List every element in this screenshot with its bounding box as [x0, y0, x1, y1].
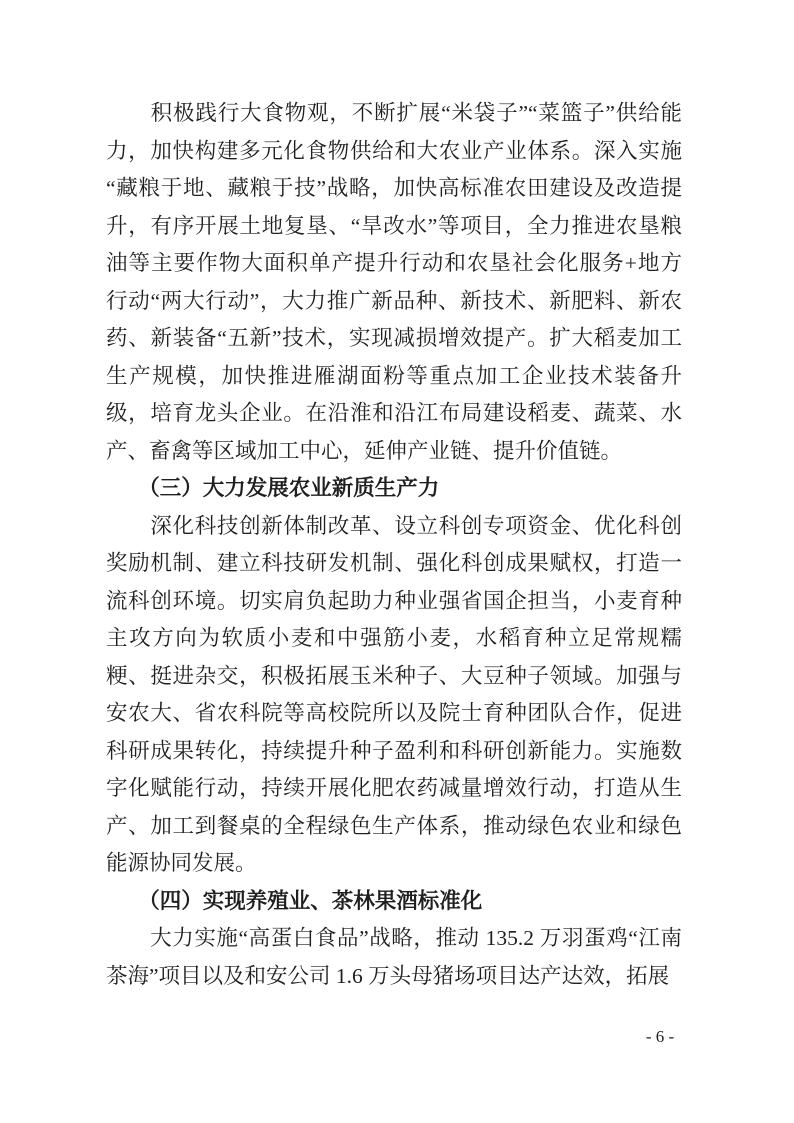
text-line: 大力实施“高蛋白食品”战略，推动 135.2 万羽蛋鸡“江南 [106, 926, 682, 950]
section-heading [106, 883, 682, 921]
text-line: 字化赋能行动，持续开展化肥农药减量增效行动，打造从生 [106, 776, 682, 800]
text-line: “藏粮于地、藏粮于技”战略，加快高标准农田建设及改造提 [106, 176, 682, 200]
paragraph [106, 920, 682, 995]
text-line: 安农大、省农科院等高校院所以及院士育种团队合作，促进 [106, 701, 682, 725]
text-line: 生产规模，加快推进雁湖面粉等重点加工企业技术装备升 [106, 363, 682, 388]
text-line: 油等主要作物大面积单产提升行动和农垦社会化服务+地方 [106, 251, 682, 275]
document-body [106, 95, 682, 995]
heading-line: （四）实现养殖业、茶林果酒标准化 [106, 888, 483, 913]
text-line: 奖励机制、建立科技研发机制、强化科创成果赋权，打造一 [106, 551, 682, 575]
text-line: 级，培育龙头企业。在沿淮和沿江布局建设稻麦、蔬菜、水 [106, 401, 682, 425]
text-line: 升，有序开展土地复垦、“旱改水”等项目，全力推进农垦粮 [106, 213, 682, 238]
text-line: 粳、挺进杂交，积极拓展玉米种子、大豆种子领域。加强与 [106, 663, 682, 688]
text-line: 能源协同发展。 [106, 851, 257, 875]
text-line: 科研成果转化，持续提升种子盈利和科研创新能力。实施数 [106, 738, 682, 763]
text-line: 产、畜禽等区域加工中心，延伸产业链、提升价值链。 [106, 438, 623, 463]
text-line: 药、新装备“五新”技术，实现减损增效提产。扩大稻麦加工 [106, 326, 682, 350]
heading-line: （三）大力发展农业新质生产力 [106, 476, 440, 500]
text-line: 茶海”项目以及和安公司 1.6 万头母猪场项目达产达效，拓展 [106, 963, 670, 988]
text-line: 产、加工到餐桌的全程绿色生产体系，推动绿色农业和绿色 [106, 813, 682, 838]
text-line: 力，加快构建多元化食物供给和大农业产业体系。深入实施 [106, 138, 682, 163]
paragraph [106, 95, 682, 470]
section-heading [106, 470, 682, 508]
text-line: 主攻方向为软质小麦和中强筋小麦，水稻育种立足常规糯 [106, 626, 682, 650]
page-number: - 6 - [645, 1027, 675, 1046]
text-line: 深化科技创新体制改革、设立科创专项资金、优化科创 [106, 513, 682, 538]
paragraph [106, 508, 682, 883]
text-line: 流科创环境。切实肩负起助力种业强省国企担当，小麦育种 [106, 588, 682, 613]
text-line: 行动“两大行动”，大力推广新品种、新技术、新肥料、新农 [106, 288, 682, 313]
text-line: 积极践行大食物观，不断扩展“米袋子”“菜篮子”供给能 [106, 101, 682, 125]
